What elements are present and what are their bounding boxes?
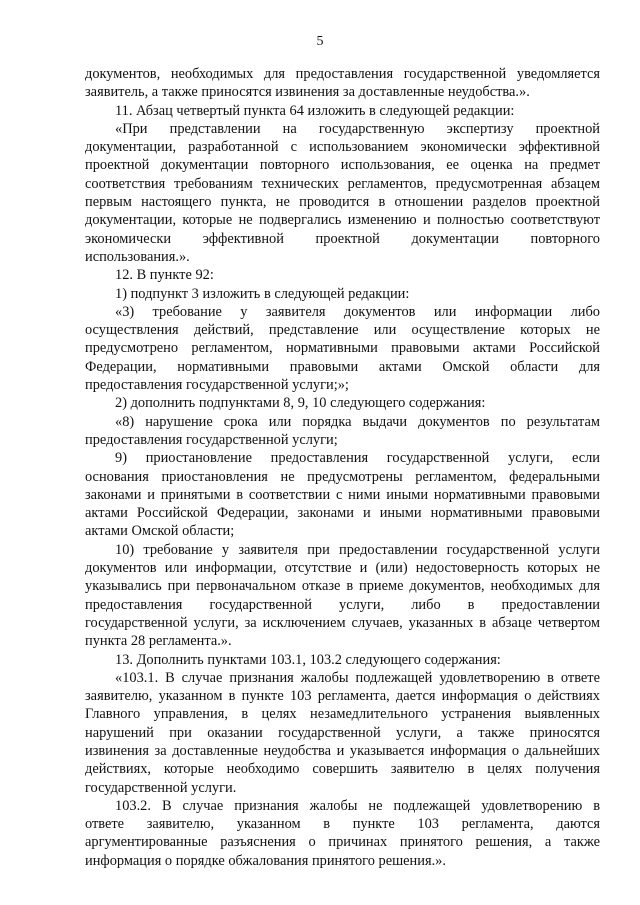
text-line: 11. Абзац четвертый пункта 64 изложить в следующей редакции: xyxy=(115,102,515,119)
text-line: ответе заявителю, указанном в пункте 103 регламента, даются xyxy=(85,816,600,833)
text-line: предоставления государственной услуги;»; xyxy=(85,377,349,394)
text-line: документов, необходимых для предоставления государственной уведомляется xyxy=(85,66,600,82)
text-line: проектной документации повторного использования, ее оценка на предмет xyxy=(85,157,600,174)
text-line: предоставления государственной услуги, либо в предоставлении xyxy=(85,596,600,613)
text-line: «8) нарушение срока или порядка выдачи документов по результатам xyxy=(115,413,600,430)
text-line: актами Российской Федерации, законами и иными нормативными правовыми xyxy=(85,505,600,522)
text-line: пункта 28 регламента.». xyxy=(85,633,232,650)
text-line: использования.». xyxy=(85,248,190,265)
text-line: основания приостановления не предусмотрены регламентом, федеральными xyxy=(85,468,600,485)
text-line: 103.2. В случае признания жалобы не подлежащей удовлетворению в xyxy=(115,797,600,814)
text-line: государственной услуги, за исключением случаев, указанных в абзаце четвертом xyxy=(85,614,600,631)
text-line: указывались при первоначальном отказе в приеме документов, необходимых для xyxy=(85,578,600,595)
text-line: предусмотрено регламентом, нормативными правовыми актами Российской xyxy=(85,340,600,357)
text-line: документации, которые не подвергались изменению и полностью соответствуют xyxy=(85,212,600,229)
text-line: аргументированные разъяснения о причинах принятого решения, а также xyxy=(85,834,600,851)
text-line: 12. В пункте 92: xyxy=(115,267,214,284)
text-line: «При представлении на государственную экспертизу проектной xyxy=(115,120,600,137)
page-number: 5 xyxy=(316,34,324,49)
text-line: заявитель, а также приносятся извинения за доставленные неудобства.». xyxy=(85,84,530,101)
text-line: «3) требование у заявителя документов или информации либо xyxy=(115,303,600,320)
text-line: экономически эффективной проектной документации повторного xyxy=(85,230,600,247)
text-line: действиях, которые необходимо совершить заявителю в целях получения xyxy=(85,761,600,778)
text-line: первым настоящего пункта, не проводится в отношении разделов проектной xyxy=(85,194,600,211)
text-line: соответствия требованиям технических регламентов, предусмотренная абзацем xyxy=(85,175,600,192)
text-line: заявителю, указанном в пункте 103 регламента, дается информация о действиях xyxy=(85,688,600,705)
text-line: законами и принятыми в соответствии с ними иными нормативными правовыми xyxy=(85,486,600,503)
text-line: информация о порядке обжалования принятого решения.». xyxy=(85,852,446,869)
text-line: 9) приостановление предоставления государственной услуги, если xyxy=(115,450,600,467)
text-line: «103.1. В случае признания жалобы подлежащей удовлетворению в ответе xyxy=(115,669,600,686)
text-line: извинения за доставленные неудобства и указывается информация о дальнейших xyxy=(85,742,600,759)
text-line: Федерации, нормативными правовыми актами Омской области для xyxy=(85,358,600,375)
text-line: нарушений при оказании государственной услуги, а также приносятся xyxy=(85,724,600,741)
text-line: 2) дополнить подпунктами 8, 9, 10 следующего содержания: xyxy=(115,395,486,412)
document-body xyxy=(85,65,600,870)
text-line: 13. Дополнить пунктами 103.1, 103.2 следующего содержания: xyxy=(115,651,501,668)
text-line: документации, разработанной с использованием экономически эффективной xyxy=(85,139,600,156)
text-line: 1) подпункт 3 изложить в следующей редакции: xyxy=(115,285,410,302)
text-line: актами Омской области; xyxy=(85,523,235,540)
text-line: государственной услуги. xyxy=(85,779,237,796)
text-line: Главного управления, в целях незамедлительного устранения выявленных xyxy=(85,706,600,723)
text-line: осуществления действий, представление или осуществление которых не xyxy=(85,322,600,339)
text-line: документов или информации, отсутствие и (или) недостоверность которых не xyxy=(85,560,600,577)
text-line: 10) требование у заявителя при предоставлении государственной услуги xyxy=(115,541,600,558)
text-line: предоставления государственной услуги; xyxy=(85,431,338,448)
